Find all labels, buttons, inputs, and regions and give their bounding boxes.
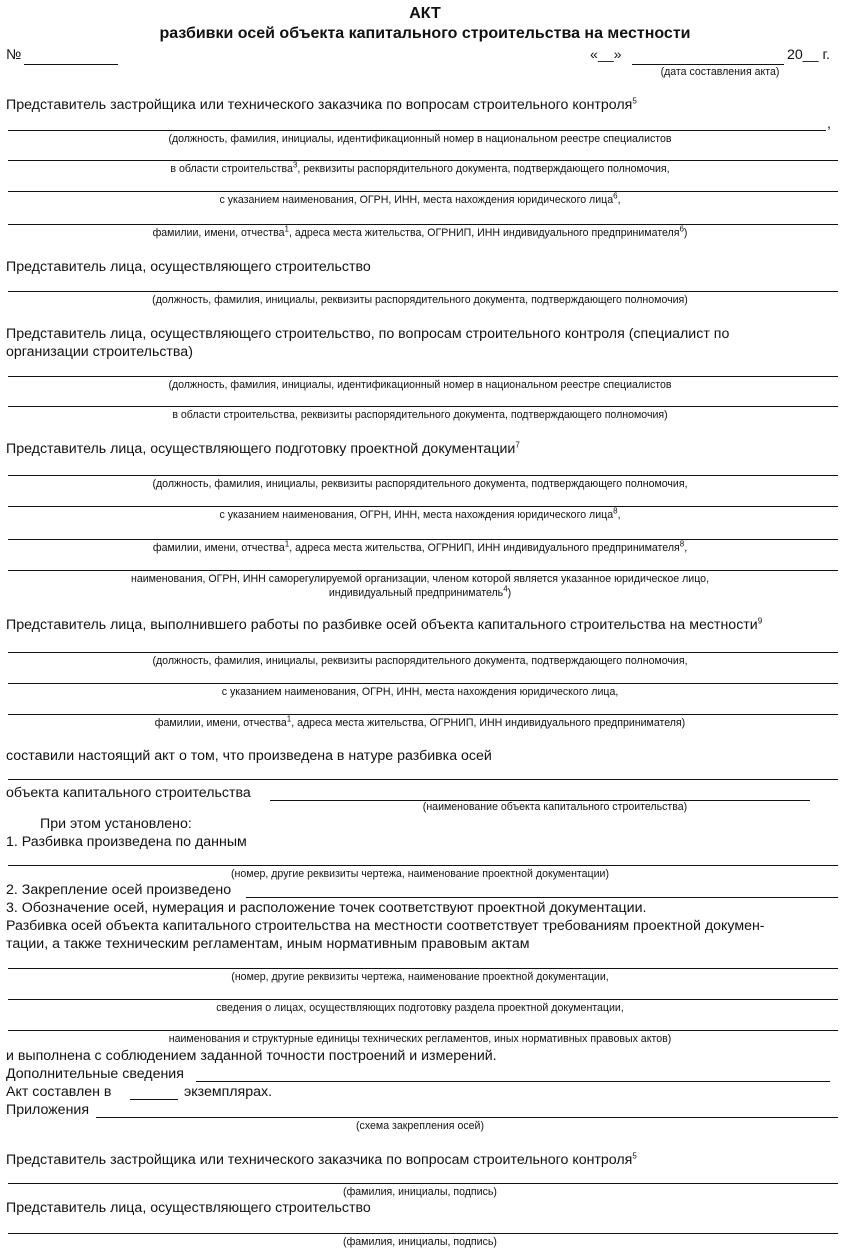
hint: (должность, фамилия, инициалы, реквизиты распорядительного документа, подтверждающего полномочия, [152,478,688,490]
hint: (должность, фамилия, инициалы, идентификационный номер в национальном реестре специалистов [168,379,672,391]
developer-rep-field-2[interactable] [8,160,838,161]
compiled-field[interactable] [8,779,838,780]
compliance-field-3[interactable] [8,1030,838,1031]
hint: (фамилия, инициалы, подпись) [343,1236,497,1248]
date-hint: (дата составления акта) [660,66,780,78]
item-3: 3. Обозначение осей, нумерация и расположение точек соответствуют проектной документации. [6,900,647,916]
compliance-field-2[interactable] [8,999,838,1000]
date-day: «__» [590,47,622,63]
copies-count-field[interactable] [130,1099,178,1100]
object-label: объекта капитального строительства [6,785,251,801]
surveyor-rep-label: Представитель лица, выполнившего работы по разбивке осей объекта капитального строительства на местности$^9$ [6,616,763,633]
signature-builder-field[interactable] [8,1233,838,1234]
date-year: 20__ г. [787,47,830,63]
hint: фамилии, имени, отчества$^1$, адреса места жительства, ОГРНИП, ИНН индивидуального предпринимателя) [154,714,686,729]
hint: фамилии, имени, отчества$^1$, адреса места жительства, ОГРНИП, ИНН индивидуального предпринимателя$^8$, [152,539,688,554]
designer-rep-field-1[interactable] [8,475,838,476]
act-number-label: № [6,47,22,63]
item-2-field[interactable] [246,897,838,898]
builder-control-rep-field-1[interactable] [8,376,838,377]
item-1-field[interactable] [8,865,838,866]
hint: наименования, ОГРН, ИНН саморегулируемой организации, членом которой является указанное юридическое лицо, [130,573,710,585]
hint: сведения о лицах, осуществляющих подготовку раздела проектной документации, [216,1002,624,1014]
compliance-text-2: тации, а также техническим регламентам, иным нормативным правовым актам [6,936,530,952]
comma: , [827,116,831,132]
hint: (наименование объекта капитального строительства) [422,801,688,813]
document-subtitle: разбивки осей объекта капитального строительства на местности [159,25,691,42]
additional-field[interactable] [196,1081,830,1082]
designer-rep-field-3[interactable] [8,539,838,540]
surveyor-rep-field-3[interactable] [8,714,838,715]
signature-developer-field[interactable] [8,1183,838,1184]
surveyor-rep-field-2[interactable] [8,683,838,684]
attachments-field[interactable] [96,1117,838,1118]
item-1: 1. Разбивка произведена по данным [6,834,247,850]
established-text: При этом установлено: [40,816,192,832]
compliance-text-1: Разбивка осей объекта капитального строительства на местности соответствует требованиям проектной докумен- [6,918,765,934]
hint: в области строительства$^3$, реквизиты распорядительного документа, подтверждающего полномочия, [170,160,670,175]
compliance-field-1[interactable] [8,968,838,969]
date-month-field[interactable] [632,64,784,65]
builder-rep-label: Представитель лица, осуществляющего строительство [6,259,371,275]
attachments-label: Приложения [6,1102,90,1118]
signature-builder-label: Представитель лица, осуществляющего строительство [6,1200,371,1216]
builder-rep-field[interactable] [8,291,838,292]
copies-label: Акт составлен в [6,1084,112,1100]
hint: (фамилия, инициалы, подпись) [343,1186,497,1198]
hint: в области строительства, реквизиты распорядительного документа, подтверждающего полномочия) [172,409,668,421]
designer-rep-label: Представитель лица, осуществляющего подготовку проектной документации$^7$ [6,440,520,457]
builder-control-rep-label: Представитель лица, осуществляющего строительство, по вопросам строительного контроля (специалист по [6,326,730,342]
developer-rep-field-3[interactable] [8,191,838,192]
developer-rep-label: Представитель застройщика или технического заказчика по вопросам строительного контроля$^5$ [6,96,637,113]
developer-rep-field-1[interactable] [8,130,826,131]
hint: (номер, другие реквизиты чертежа, наименование проектной документации, [231,971,609,983]
additional-label: Дополнительные сведения [6,1066,184,1082]
hint: (схема закрепления осей) [356,1120,484,1132]
surveyor-rep-field-1[interactable] [8,652,838,653]
hint: наименования и структурные единицы технических регламентов, иных нормативных правовых актов) [168,1033,672,1045]
item-2: 2. Закрепление осей произведено [6,882,232,898]
hint: фамилии, имени, отчества$^1$, адреса места жительства, ОГРНИП, ИНН индивидуального предпринимателя$^6$) [152,224,688,239]
hint: индивидуальный предприниматель$^4$) [328,584,512,599]
accuracy-text: и выполнена с соблюдением заданной точности построений и измерений. [6,1048,497,1064]
signature-developer-label: Представитель застройщика или технического заказчика по вопросам строительного контроля$^5$ [6,1151,637,1168]
hint: с указанием наименования, ОГРН, ИНН, места нахождения юридического лица, [221,686,619,698]
hint: с указанием наименования, ОГРН, ИНН, места нахождения юридического лица$^8$, [219,506,621,521]
compiled-text: составили настоящий акт о том, что произведена в натуре разбивка осей [6,748,492,764]
designer-rep-field-4[interactable] [8,570,838,571]
act-number-field[interactable] [24,64,118,65]
builder-control-rep-label-2: организации строительства) [6,344,193,360]
hint: с указанием наименования, ОГРН, ИНН, места нахождения юридического лица$^6$, [219,191,621,206]
hint: (должность, фамилия, инициалы, идентификационный номер в национальном реестре специалистов [168,133,672,145]
copies-suffix: экземплярах. [184,1084,273,1100]
designer-rep-field-2[interactable] [8,506,838,507]
document-title: АКТ [409,5,441,22]
developer-rep-field-4[interactable] [8,224,838,225]
hint: (должность, фамилия, инициалы, реквизиты распорядительного документа, подтверждающего полномочия) [152,294,688,306]
builder-control-rep-field-2[interactable] [8,406,838,407]
hint: (должность, фамилия, инициалы, реквизиты распорядительного документа, подтверждающего полномочия, [152,655,688,667]
hint: (номер, другие реквизиты чертежа, наименование проектной документации) [231,868,609,880]
